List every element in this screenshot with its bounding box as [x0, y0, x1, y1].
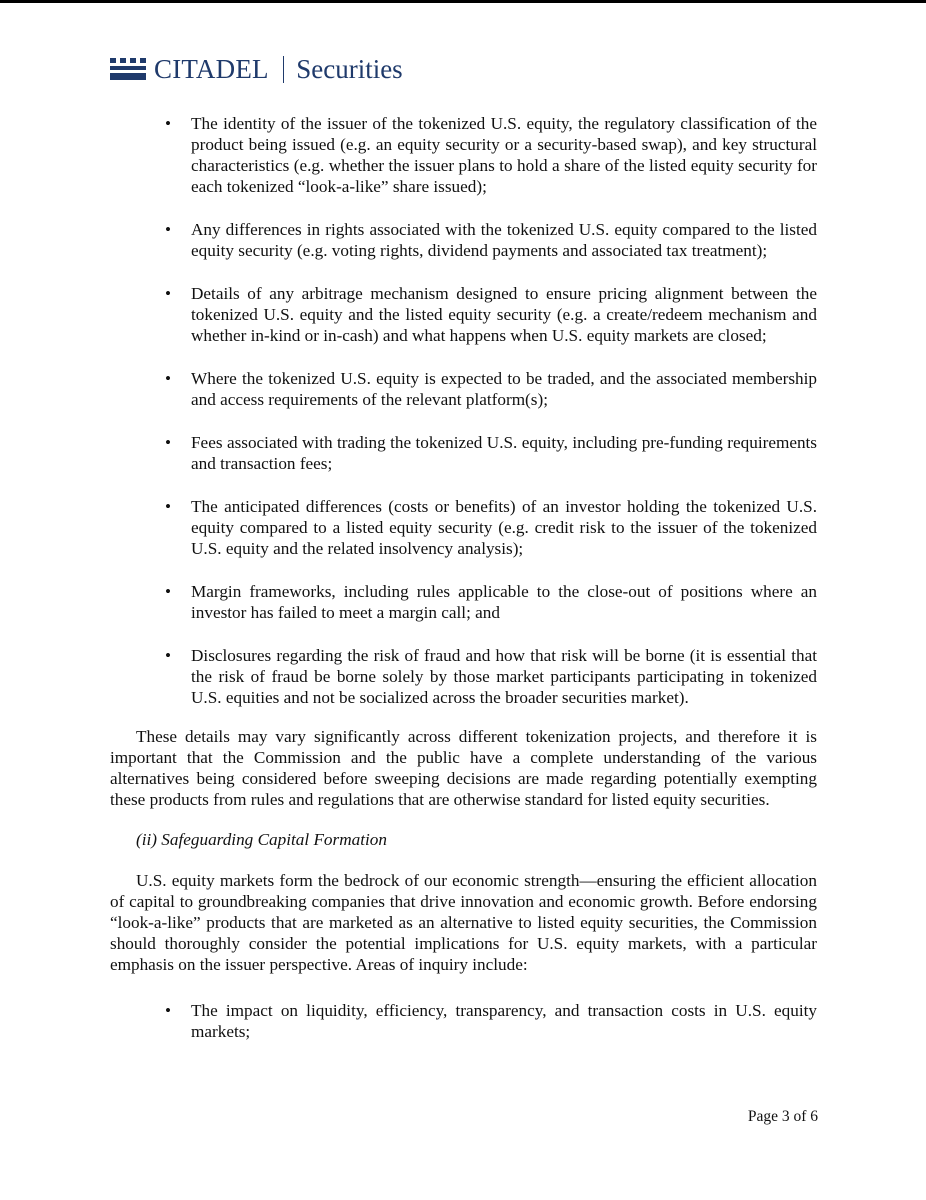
- list-item-text: Details of any arbitrage mechanism designed to ensure pricing alignment between the tokenized U.S. equity and the listed equity security (e.g. a create/redeem mechanism and whether in-kind or in-cash) and what happens when U.S. equity markets are closed;: [191, 284, 817, 345]
- bullet-icon: •: [165, 1001, 172, 1020]
- bullet-icon: •: [165, 369, 172, 388]
- bullet-icon: •: [165, 220, 172, 239]
- bullet-icon: •: [165, 433, 172, 452]
- paragraph-details: These details may vary significantly across different tokenization projects, and therefore it is important that the Commission and the public have a complete understanding of the various alternatives being considered before sweeping decisions are made regarding potentially exempting these products from rules and regulations that are otherwise standard for listed equity securities.: [110, 727, 817, 809]
- page-number: Page 3 of 6: [747, 1108, 818, 1125]
- logo-wordmark: CITADEL: [154, 53, 269, 84]
- citadel-securities-logo: [110, 54, 403, 84]
- list-item-text: Any differences in rights associated with the tokenized U.S. equity compared to the listed equity security (e.g. voting rights, dividend payments and associated tax treatment);: [191, 220, 817, 260]
- bullet-icon: •: [165, 646, 172, 665]
- list-item-text: Where the tokenized U.S. equity is expected to be traded, and the associated membership and access requirements of the relevant platform(s);: [191, 369, 817, 409]
- list-item: [110, 1000, 817, 1042]
- logo-subtitle: Securities: [296, 53, 403, 84]
- inquiry-list-1: [110, 113, 817, 708]
- list-item-text: Disclosures regarding the risk of fraud and how that risk will be borne (it is essential that the risk of fraud be borne solely by those market participants participating in tokenized U.S. equities and not be socialized across the broader securities market).: [191, 646, 817, 707]
- document-body: [110, 113, 817, 1042]
- bullet-icon: •: [165, 582, 172, 601]
- bullet-icon: •: [165, 497, 172, 516]
- section-heading: (ii) Safeguarding Capital Formation: [136, 830, 387, 849]
- list-item-text: The anticipated differences (costs or benefits) of an investor holding the tokenized U.S. equity compared to a listed equity security (e.g. credit risk to the issuer of the tokenized U.S. equity and the related insolvency analysis);: [191, 497, 817, 558]
- list-item: [110, 113, 817, 197]
- list-item-text: Margin frameworks, including rules applicable to the close-out of positions where an investor has failed to meet a margin call; and: [191, 582, 817, 622]
- logo-separator: [283, 56, 285, 83]
- list-item: [110, 581, 817, 623]
- list-item-text: The impact on liquidity, efficiency, transparency, and transaction costs in U.S. equity markets;: [191, 1001, 817, 1041]
- list-item-text: Fees associated with trading the tokenized U.S. equity, including pre-funding requirements and transaction fees;: [191, 433, 817, 473]
- list-item: [110, 368, 817, 410]
- list-item: [110, 645, 817, 708]
- list-item: [110, 219, 817, 261]
- citadel-castle-icon: [110, 58, 146, 80]
- bullet-icon: •: [165, 114, 172, 133]
- top-border: [0, 0, 926, 3]
- list-item: [110, 496, 817, 559]
- list-item-text: The identity of the issuer of the tokenized U.S. equity, the regulatory classification of the product being issued (e.g. an equity security or a security-based swap), and key structural characteristics (e.g. whether the issuer plans to hold a share of the listed equity security for each tokenized “look-a-like” share issued);: [191, 114, 817, 196]
- list-item: [110, 432, 817, 474]
- paragraph-capital-formation: U.S. equity markets form the bedrock of our economic strength—ensuring the efficient allocation of capital to groundbreaking companies that drive innovation and economic growth. Before endorsing “look-a-like” products that are marketed as an alternative to listed equity securities, the Commission should thoroughly consider the potential implications for U.S. equity markets, with a particular emphasis on the issuer perspective. Areas of inquiry include:: [110, 871, 817, 974]
- inquiry-list-2: [110, 1000, 817, 1042]
- list-item: [110, 283, 817, 346]
- bullet-icon: •: [165, 284, 172, 303]
